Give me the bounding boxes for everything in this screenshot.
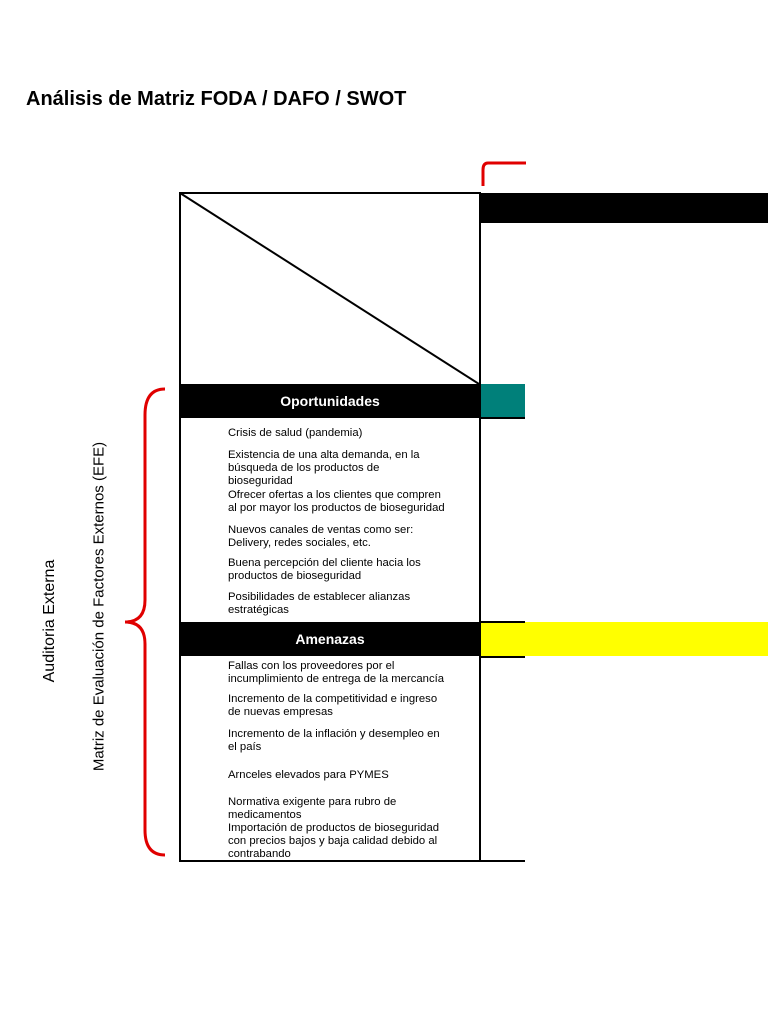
amenaza-item-line: contrabando — [228, 848, 291, 860]
oportunidades-right-line — [481, 417, 525, 419]
amenaza-item-line: medicamentos — [228, 809, 302, 821]
oportunidad-item-line: estratégicas — [228, 604, 289, 616]
amenazas-header-label: Amenazas — [295, 631, 365, 647]
amenazas-top-line — [481, 621, 525, 623]
oportunidad-item — [228, 524, 480, 550]
oportunidad-item-line: al por mayor los productos de bioseguridad — [228, 502, 445, 514]
amenaza-item-line: con precios bajos y baja calidad debido al — [228, 835, 438, 847]
auditoria-externa-label: Auditoria Externa — [41, 559, 58, 683]
page-title: Análisis de Matriz FODA / DAFO / SWOT — [26, 88, 407, 110]
amenaza-item-line: Importación de productos de bioseguridad — [228, 822, 440, 834]
oportunidad-item-line: Ofrecer ofertas a los clientes que compren — [228, 489, 441, 501]
amenaza-item — [228, 796, 480, 822]
matriz-efe-label: Matriz de Evaluación de Factores Externos (EFE) — [90, 441, 108, 772]
amenaza-item-line: Incremento de la inflación y desempleo en — [228, 728, 440, 740]
oportunidad-item — [228, 427, 480, 440]
amenaza-item-line: Normativa exigente para rubro de — [228, 796, 397, 808]
oportunidades-header-label: Oportunidades — [280, 393, 380, 409]
amenaza-item-line: de nuevas empresas — [228, 706, 333, 718]
oportunidad-item — [228, 489, 480, 515]
amenaza-item — [228, 728, 480, 754]
amenaza-item-line: Fallas con los proveedores por el — [228, 660, 395, 672]
oportunidades-accent — [481, 384, 525, 418]
oportunidades-header — [179, 384, 481, 418]
top-bracket-icon — [478, 160, 528, 190]
amenazas-accent — [481, 622, 768, 656]
amenaza-item-line: Incremento de la competitividad e ingreso — [228, 693, 438, 705]
amenaza-item — [228, 660, 480, 686]
oportunidad-item-line: Crisis de salud (pandemia) — [228, 427, 363, 439]
top-right-bar — [481, 193, 768, 223]
matrix-bottom-line — [481, 860, 525, 862]
oportunidad-item-line: Existencia de una alta demanda, en la — [228, 449, 420, 461]
oportunidad-item-line: Posibilidades de establecer alianzas — [228, 591, 411, 603]
diagonal-line — [179, 192, 481, 386]
oportunidad-item-line: búsqueda de los productos de — [228, 462, 380, 474]
oportunidad-item-line: Buena percepción del cliente hacia los — [228, 557, 421, 569]
oportunidad-item-line: productos de bioseguridad — [228, 570, 362, 582]
amenaza-item-line: el país — [228, 741, 262, 753]
oportunidad-item-line: Nuevos canales de ventas como ser: — [228, 524, 414, 536]
curly-brace-icon — [115, 385, 170, 860]
amenaza-item — [228, 693, 480, 719]
amenazas-header — [179, 622, 481, 656]
amenaza-item — [228, 769, 480, 782]
oportunidad-item-line: bioseguridad — [228, 475, 293, 487]
oportunidad-item — [228, 557, 480, 583]
amenaza-item-line: Arnceles elevados para PYMES — [228, 769, 389, 781]
amenaza-item-line: incumplimiento de entrega de la mercancía — [228, 673, 445, 685]
amenaza-item — [228, 822, 480, 861]
oportunidad-item — [228, 591, 480, 617]
oportunidad-item — [228, 449, 480, 488]
oportunidad-item-line: Delivery, redes sociales, etc. — [228, 537, 371, 549]
amenazas-bottom-line — [481, 656, 525, 658]
